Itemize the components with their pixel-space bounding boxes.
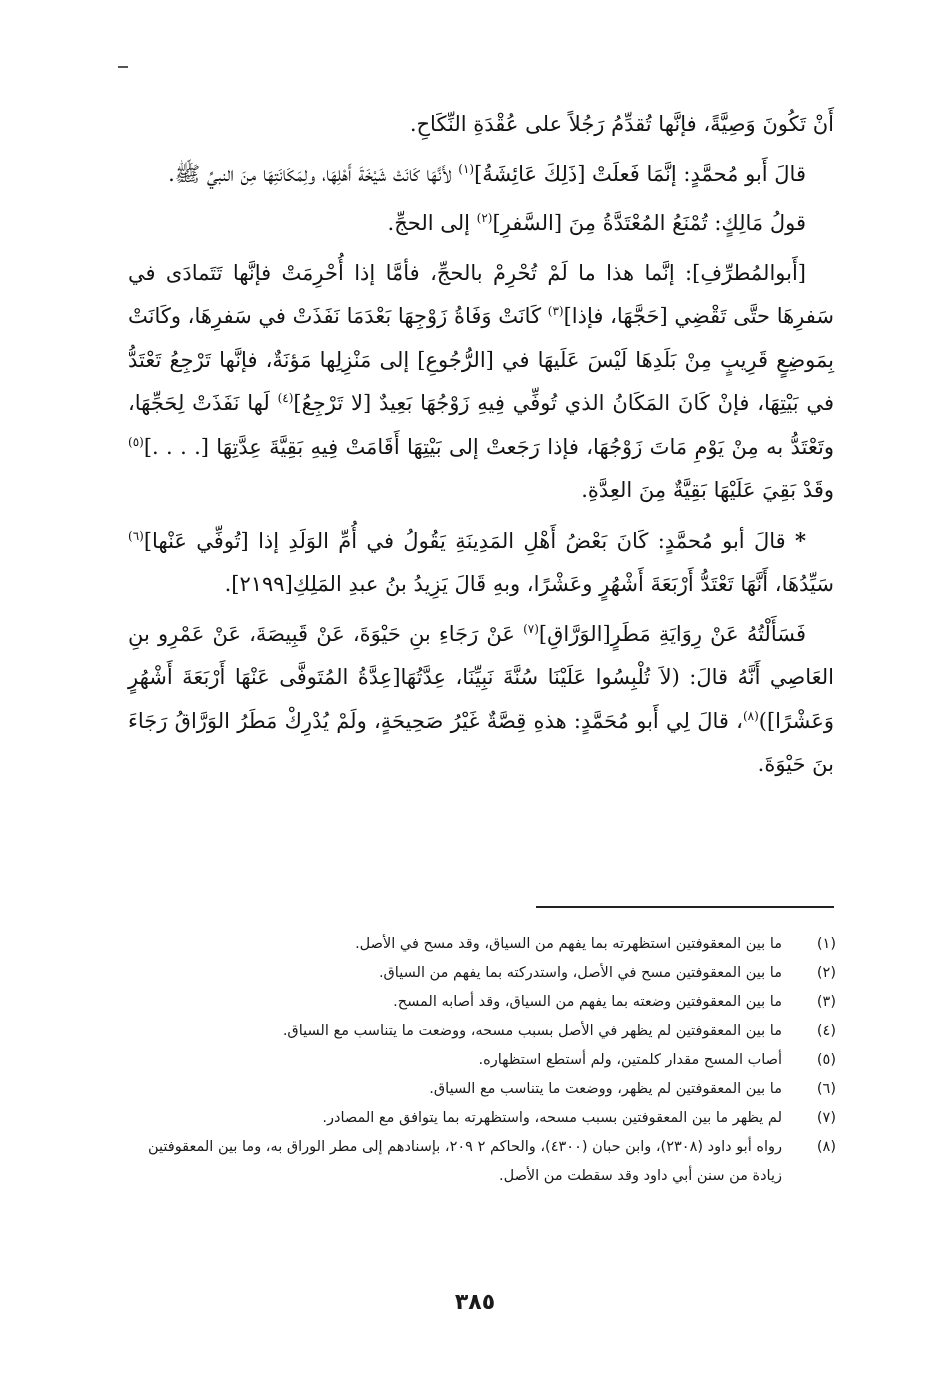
paragraph-6 (128, 613, 834, 787)
paragraph-text: فَسَأَلْتُهُ عَنْ رِوَايَةِ مَطَرٍ[الوَرَّاقِ] (538, 621, 806, 646)
paragraph-text: لأَنَّهَا كَانَتْ شَيْخَةَ أَهْلِهَا، ولِمَكَانَتِهَا مِنَ النبيِّ ﷺ. (168, 161, 459, 186)
footnote-text: ما بين المعقوفتين لم يظهر، ووضعت ما يتناسب مع السياق. (429, 1081, 782, 1097)
footnote-text: رواه أبو داود (٢٣٠٨)، وابن حبان (٤٣٠٠)، والحاكم ٢ ٢٠٩، بإسنادهم إلى مطر الوراق به، وما بين المعقوفتين زيادة من سنن أبي داود وقد سقطت من الأصل. (147, 1139, 782, 1184)
paragraph-text: عَنْ رَجَاءِ بنِ حَيْوَةَ، عَنْ قَبِيصَةَ، عَنْ عَمْرِو بنِ العَاصِي أَنَّهُ قالَ: (لاَ تُلْبِسُوا عَلَيْنَا سُنَّةَ نَبِيِّنَا، عِدَّتُهَا[عِدَّةُ المُتَوفَّى عَنْهَا أَرْبَعَةَ أَشْهُرٍ وَعَشْرًا]) (128, 621, 834, 733)
paragraph-text: سَيِّدُهَا، أَنَّهَا تَعْتَدُّ أَرْبَعَةَ أَشْهُرٍ وعَشْرًا، وبهِ قَالَ يَزِيدُ بنُ عبدِ المَلِكِ[٢١٩٩]. (224, 572, 834, 596)
scan-mark (118, 66, 128, 68)
footnote-marker: (١) (458, 161, 475, 176)
paragraph-1 (128, 103, 834, 147)
main-text (128, 103, 834, 793)
paragraph-text: وقَدْ بَقِيَ عَلَيْهَا بَقِيَّةٌ مِنَ العِدَّةِ. (581, 478, 834, 502)
footnote-item (128, 1046, 836, 1075)
paragraph-4 (128, 252, 834, 513)
footnote-item (128, 1017, 836, 1046)
paragraph-text: لَها نَفَذَتْ لِحَجِّهَا، وتَعْتَدُّ به مِنْ يَوْمِ مَاتَ زَوْجُهَا، فإذا رَجَعتْ إلى بَيْتِهَا أَقَامَتْ فِيهِ بَقِيَّةَ عِدَّتِهَا [. . . .] (128, 391, 834, 459)
star-marker: * (795, 527, 806, 553)
footnote-separator (536, 906, 834, 908)
paragraph-2 (128, 153, 834, 197)
footnote-number: (١) (816, 936, 836, 952)
footnote-text: ما بين المعقوفتين استظهرته بما يفهم من السياق، وقد مسح في الأصل. (355, 936, 782, 952)
paragraph-text: قالَ أبو مُحمَّدٍ: كَانَ بَعْضُ أَهْلِ المَدِينَةِ يَقُولُ في أُمِّ الوَلَدِ إذا [تُوفِّي عَنْها] (143, 528, 796, 553)
footnote-marker: (٥) (128, 434, 144, 449)
footnote-marker: (٧) (523, 621, 539, 636)
footnote-item (128, 988, 836, 1017)
paragraph-text: ، قالَ لِي أَبو مُحَمَّدٍ: هذهِ قِصَّةٌ غَيْرُ صَحِيحَةٍ، ولَمْ يُدْرِكْ مَطَرُ الوَرَّاقُ رَجَاءَ بنَ حَيْوَةَ. (128, 708, 834, 776)
footnote-text: أصاب المسح مقدار كلمتين، ولم أستطع استظهاره. (478, 1052, 782, 1068)
footnote-number: (٥) (816, 1052, 836, 1068)
footnote-marker: (٢) (476, 211, 493, 225)
footnote-number: (٤) (816, 1023, 836, 1039)
footnote-number: (٦) (816, 1081, 836, 1097)
footnote-number: (٧) (816, 1110, 836, 1126)
footnote-number: (٣) (816, 994, 836, 1010)
footnote-marker: (٨) (742, 708, 759, 723)
paragraph-5 (128, 519, 834, 607)
footnote-marker: (٦) (128, 528, 144, 543)
footnote-item (128, 930, 836, 959)
paragraph-3 (128, 202, 834, 246)
footnote-item (128, 1133, 836, 1191)
footnote-text: ما بين المعقوفتين وضعته بما يفهم من السياق، وقد أصابه المسح. (393, 994, 782, 1010)
footnote-marker: (٣) (547, 304, 564, 318)
footnote-text: لم يظهر ما بين المعقوفتين بسبب مسحه، واستظهرته بما يتوافق مع المصادر. (322, 1110, 782, 1126)
footnote-item (128, 959, 836, 988)
paragraph-text: [أَبوالمُطرِّفِ]: إنَّما هذا ما لَمْ تُحْرِمْ بالحجِّ، فأمَّا إذا أُحْرِمَتْ فإنَّها تَتَمادَى في سَفرِهَا حتَّى تَقْضِي [حَجَّهَا، فإذا] (128, 260, 834, 328)
footnote-text: ما بين المعقوفتين لم يظهر في الأصل بسبب مسحه، ووضعت ما يتناسب مع السياق. (282, 1023, 782, 1039)
footnote-text: ما بين المعقوفتين مسح في الأصل، واستدركته بما يفهم من السياق. (378, 965, 782, 981)
paragraph-text: قولُ مَالِكٍ: تُمْنَعُ المُعْتَدَّةُ مِنَ [السَّفرِ] (492, 211, 806, 235)
paragraph-text: أَنْ تَكُونَ وَصِيَّةً، فإنَّها تُقدِّمُ رَجُلاً على عُقْدَةِ النِّكَاحِ. (409, 112, 834, 136)
paragraph-text: قالَ أَبو مُحمَّدٍ: إنَّمَا فَعلَتْ [ذَلِكَ عَائِشَةُ] (474, 161, 806, 186)
footnote-item (128, 1104, 836, 1133)
paragraph-text: كَانَتْ وَفَاةُ زَوْجِهَا بَعْدَمَا نَفَذَتْ في سَفرِهَا، وكَانَتْ بِمَوضِعٍ قَرِيبٍ مِنْ بَلَدِهَا لَيْسَ عَلَيهَا في [الرُّجُوعِ] إلى مَنْزِلِها مَؤنَةٌ، فإنَّها تَرْجِعُ تَعْتَدُّ في بَيْتِهَا، فإنْ كَانَ المَكَانُ الذي تُوفِّي فِيهِ زَوْجُهَا بَعِيدٌ [لا تَرْجِعُ] (128, 304, 834, 415)
paragraph-text: إلى الحجِّ. (387, 211, 477, 235)
page-number: ٣٨٥ (454, 1290, 496, 1315)
footnote-item (128, 1075, 836, 1104)
footnote-marker: (٤) (277, 391, 294, 405)
footnotes (128, 930, 836, 1191)
footnote-number: (٢) (816, 965, 836, 981)
footnote-number: (٨) (816, 1139, 836, 1155)
